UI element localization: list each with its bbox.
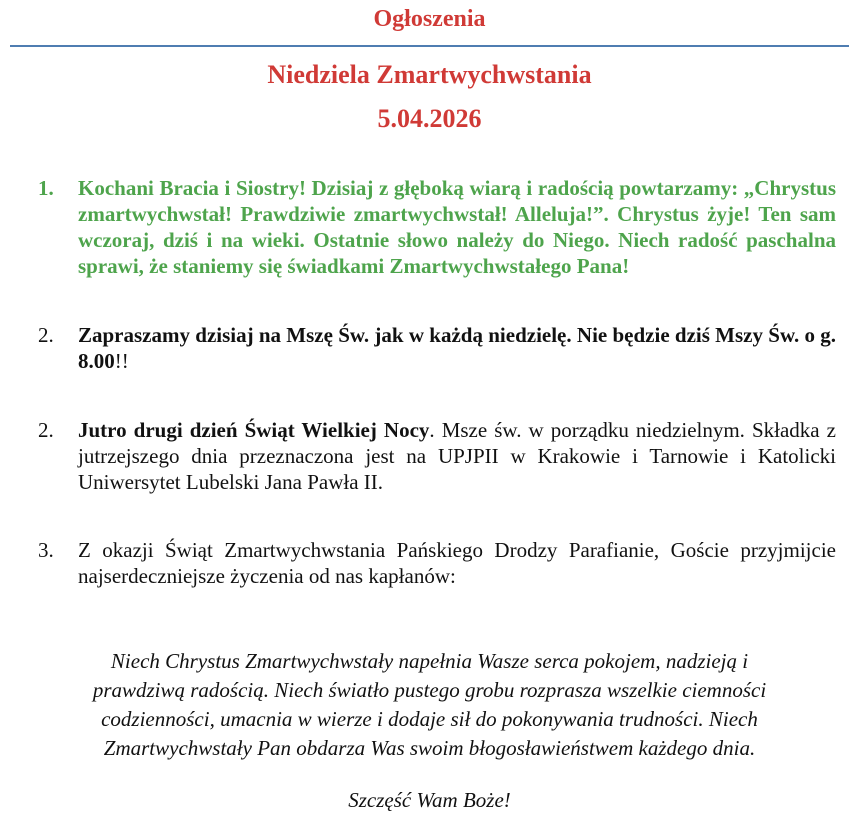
item-bold-text: Jutro drugi dzień Świąt Wielkiej Nocy bbox=[78, 418, 430, 442]
item-text bbox=[78, 417, 836, 495]
item-number: 2. bbox=[38, 418, 54, 442]
item-number: 2. bbox=[38, 323, 54, 347]
closing-text: Szczęść Wam Boże! bbox=[348, 788, 511, 812]
blessing-line: codzienności, umacnia w wierze i dodaje sił do pokonywania trudności. Niech bbox=[101, 707, 758, 731]
page-title: Ogłoszenia bbox=[373, 6, 486, 32]
header-divider bbox=[10, 45, 849, 47]
announcement-item-3 bbox=[38, 417, 836, 495]
item-text bbox=[78, 322, 836, 374]
item-bold-text: Zapraszamy dzisiaj na Mszę Św. jak w każdą niedzielę. Nie będzie dziś Mszy Św. o g. 8.00 bbox=[78, 323, 836, 373]
item-tail-text: . Msze św. w porządku niedzielnym. Składka z jutrzejszego dnia przeznaczona jest na UPJPII w Krakowie i Tarnowie i Katolicki Uniwersytet Lubelski Jana Pawła II. bbox=[78, 418, 836, 494]
blessing-line: prawdziwą radością. Niech światło pustego grobu rozprasza wszelkie ciemności bbox=[92, 678, 767, 702]
announcement-item-2 bbox=[38, 322, 836, 374]
item-text: Kochani Bracia i Siostry! Dzisiaj z głęboką wiarą i radością powtarzamy: „Chrystus zmartwychwstał! Prawdziwie zmartwychwstał! Alleluja!”. Chrystus żyje! Ten sam wczoraj, dziś i na wieki. Ostatnie słowo należy do Niego. Niech radość paschalna sprawi, że staniemy się świadkami Zmartwychwstałego Pana! bbox=[78, 176, 836, 278]
item-text: Z okazji Świąt Zmartwychwstania Pańskiego Drodzy Parafianie, Goście przyjmijcie najserdeczniejsze życzenia od nas kapłanów: bbox=[78, 538, 836, 588]
blessing-text bbox=[0, 647, 859, 763]
blessing-line: Niech Chrystus Zmartwychwstały napełnia Wasze serca pokojem, nadzieją i bbox=[110, 649, 749, 673]
announcement-item-4 bbox=[38, 537, 836, 589]
item-number: 3. bbox=[38, 538, 54, 562]
date-title: 5.04.2026 bbox=[377, 104, 482, 133]
day-title: Niedziela Zmartwychwstania bbox=[267, 60, 592, 89]
item-number: 1. bbox=[38, 176, 54, 200]
blessing-line: Zmartwychwstały Pan obdarza Was swoim błogosławieństwem każdego dnia. bbox=[103, 736, 756, 760]
announcement-item-1 bbox=[38, 175, 836, 279]
item-tail-text: !! bbox=[114, 349, 129, 373]
